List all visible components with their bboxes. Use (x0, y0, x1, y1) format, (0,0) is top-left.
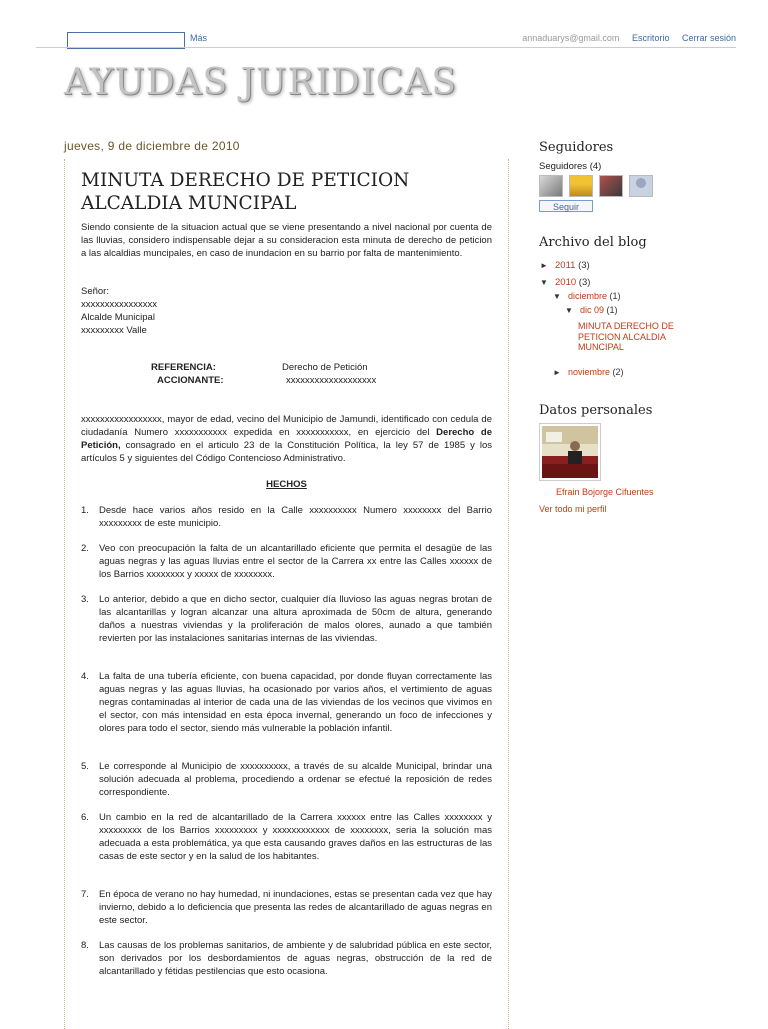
hecho-item (81, 888, 492, 927)
post-title-line-2: ALCALDIA MUNCIPAL (81, 193, 297, 214)
address-city: xxxxxxxxx Valle (81, 325, 147, 336)
navbar-user-links (512, 33, 736, 43)
address-block (81, 285, 492, 337)
view-profile-link[interactable]: Ver todo mi perfil (539, 504, 607, 514)
hechos-heading: HECHOS (266, 479, 307, 490)
archive-day-dic09[interactable] (580, 305, 618, 315)
archive-count: (2) (612, 367, 624, 377)
hecho-text: En época de verano no hay humedad, ni inundaciones, estas se presentan cada vez que hay invierno, debido a lo deficiencia que presenta las redes de alcantarillado de aguas negras en este sector. (99, 889, 492, 926)
archive-count: (3) (578, 277, 591, 288)
hecho-number: 6. (81, 812, 89, 823)
petitioner-name: xxxxxxxxxxxxxxxxx (81, 414, 162, 425)
archive-label: diciembre (568, 291, 608, 301)
accionante-value: xxxxxxxxxxxxxxxxxxx (286, 375, 377, 386)
archive-label: 2011 (555, 260, 576, 271)
hecho-number: 8. (81, 940, 89, 951)
blogger-navbar (0, 0, 768, 48)
followers-count: Seguidores (4) (539, 161, 602, 172)
navbar-divider (36, 47, 736, 48)
post-title[interactable] (81, 169, 491, 215)
follower-avatar[interactable] (569, 175, 593, 197)
more-link[interactable]: Más (190, 33, 208, 43)
hecho-text: La falta de una tubería eficiente, con buena capacidad, por donde fluyan correctamente las aguas negras y las aguas lluvias, ha ocasionado por varios años, el vertimiento de aguas negras contaminadas al interior de cada una de las viviendas de los vecinos que vivimos en el sector, con más intensidad en esta época invernal, generando un foco de infecciones y olores para todo el sector, siendo más vulnerable la población infantil. (99, 671, 492, 734)
hecho-text: Lo anterior, debido a que en dicho sector, cualquier día lluvioso las aguas negras brotan de las alcantarillas y logran alcanzar una altura aproximada de 50cm de altura, generando daños a nuestras viviendas y la proliferación de malos olores, aunado a que también revierten por las instalaciones sanitarias internas de las viviendas. (99, 594, 492, 644)
hecho-text: Las causas de los problemas sanitarios, de ambiente y de salubridad pública en este sector, son derivados por los desbordamientos de aguas negras, obstrucción de la red de alcantarillado y fétidas pestilencias que esto ocasiona. (99, 940, 492, 977)
blog-title[interactable]: AYUDAS JURIDICAS (64, 62, 457, 103)
profile-photo-image (542, 426, 598, 478)
address-role: Alcalde Municipal (81, 312, 155, 323)
archive-month-diciembre[interactable] (568, 291, 621, 301)
expand-arrow-icon[interactable]: ► (553, 368, 561, 377)
followers-heading: Seguidores (539, 140, 614, 155)
reference-label: REFERENCIA: (151, 362, 216, 373)
profile-name-link[interactable]: Efrain Bojorge Cifuentes (556, 487, 654, 497)
hecho-item (81, 760, 492, 799)
logout-link[interactable]: Cerrar sesión (681, 33, 736, 43)
collapse-arrow-icon[interactable]: ▼ (553, 292, 561, 301)
hecho-number: 1. (81, 505, 89, 516)
personal-heading: Datos personales (539, 403, 653, 418)
address-name: xxxxxxxxxxxxxxxx (81, 299, 157, 310)
hecho-number: 2. (81, 543, 89, 554)
hecho-item (81, 504, 492, 530)
reference-value: Derecho de Petición (282, 362, 368, 373)
archive-year-2010[interactable] (555, 277, 590, 288)
hecho-number: 5. (81, 761, 89, 772)
archive-year-2011[interactable] (555, 260, 590, 271)
archive-count: (3) (578, 260, 590, 271)
archive-label: dic 09 (580, 305, 605, 315)
profile-photo[interactable] (539, 423, 601, 481)
hecho-number: 7. (81, 889, 89, 900)
follower-avatar[interactable] (629, 175, 653, 197)
hecho-item (81, 670, 492, 735)
post-intro: Siendo consiente de la situacion actual que se viene presentando a nivel nacional por cuenta de las lluvias, considero indispensable dejar a su consideracion esta minuta de derecho de peticion a las alcaldias muncipales, en caso de inundacion en su barrio por falta de mantenimiento. (81, 222, 492, 259)
expand-arrow-icon[interactable]: ► (540, 261, 548, 270)
hecho-number: 4. (81, 671, 89, 682)
archive-label: noviembre (568, 367, 611, 377)
accionante-label: ACCIONANTE: (157, 375, 224, 386)
archive-post-link[interactable]: MINUTA DERECHO DE PETICION ALCALDIA MUNCIPAL (578, 321, 674, 352)
hecho-item (81, 811, 492, 863)
archive-heading: Archivo del blog (539, 235, 647, 250)
post (64, 159, 509, 1029)
post-body-paragraph (81, 413, 492, 465)
hecho-text: Un cambio en la red de alcantarillado de la Carrera xxxxxx entre las Calles xxxxxxxx y xxxxxxxxx de los Barrios xxxxxxxxx y xxxxxxxxxxxx de xxxxxxxx, seria la solución mas adecuada a esta problemática, ya que esta causando graves daños en las estructuras de las casas de este sector y en la salud de los habitantes. (99, 812, 492, 862)
hecho-item (81, 542, 492, 581)
body-text-2: consagrado en el articulo 23 de la Constitución Política, la ley 57 de 1985 y los artículos 5 y siguientes del Código Contencioso Administrativo. (81, 440, 492, 464)
user-email: annaduarys@gmail.com (522, 33, 620, 43)
hecho-text: Desde hace varios años resido en la Calle xxxxxxxxxx Numero xxxxxxxx del Barrio xxxxxxxxx de este municipio. (99, 505, 492, 529)
hecho-text: Veo con preocupación la falta de un alcantarillado eficiente que permita el desagüe de las aguas negras y las aguas lluvias entre el sector de la Carrera xx entre las Calles xxxxxx de los Barrios xxxxxxxx y xxxxx de xxxxxxxx. (99, 543, 492, 580)
post-title-line-1: MINUTA DERECHO DE PETICION (81, 170, 410, 191)
hecho-text: Le corresponde al Municipio de xxxxxxxxxx, a través de su alcalde Municipal, brindar una solución adecuada al problema, procediendo a ordenar se efectué la reposición de redes correspondiente. (99, 761, 492, 798)
post-date: jueves, 9 de diciembre de 2010 (64, 139, 240, 153)
address-salutation: Señor: (81, 286, 109, 297)
follow-button[interactable]: Seguir (539, 200, 593, 212)
hecho-number: 3. (81, 594, 89, 605)
hecho-item (81, 939, 492, 978)
collapse-arrow-icon[interactable]: ▼ (540, 278, 548, 287)
hecho-item (81, 593, 492, 645)
dashboard-link[interactable]: Escritorio (631, 33, 670, 43)
follower-avatar[interactable] (599, 175, 623, 197)
body-text-1: , mayor de edad, vecino del Municipio de Jamundi, identificado con cedula de ciudadanía Numero xxxxxxxxxxx expedida en xxxxxxxxxxx, en ejercicio del (81, 414, 492, 438)
archive-count: (1) (606, 305, 618, 315)
archive-count: (1) (609, 291, 621, 301)
archive-label: 2010 (555, 277, 577, 288)
collapse-arrow-icon[interactable]: ▼ (565, 306, 573, 315)
follower-avatar[interactable] (539, 175, 563, 197)
archive-month-noviembre[interactable] (568, 367, 624, 377)
body-bold: Derecho de Petición, (81, 427, 492, 451)
